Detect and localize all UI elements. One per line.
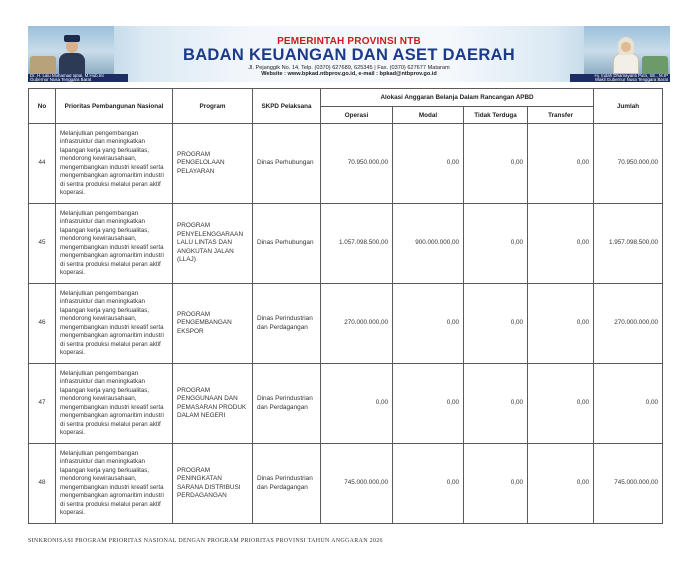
cell-jumlah: 270.000.000,00 <box>594 284 663 364</box>
cell-tidak-terduga: 0,00 <box>464 124 528 204</box>
cell-operasi: 0,00 <box>321 364 393 444</box>
cell-program: PROGRAM PENGEMBANGAN EKSPOR <box>173 284 253 364</box>
table-row <box>29 204 663 284</box>
table-row <box>29 284 663 364</box>
governor-name: Dr. H. Lalu Muhamad Iqbal, M.Hub.Int <box>30 74 104 78</box>
governor-photo <box>28 26 114 82</box>
cell-modal: 0,00 <box>393 364 464 444</box>
cell-modal: 0,00 <box>393 284 464 364</box>
cell-transfer: 0,00 <box>528 204 594 284</box>
cell-skpd: Dinas Perindustrian dan Perdagangan <box>253 444 321 524</box>
header-skpd: SKPD Pelaksana <box>253 89 321 124</box>
cell-operasi: 745.000.000,00 <box>321 444 393 524</box>
cell-no: 45 <box>29 204 56 284</box>
province-name: PEMERINTAH PROVINSI NTB <box>277 36 421 47</box>
cell-prioritas: Melanjutkan pengembangan infrastruktur dan meningkatkan lapangan kerja yang berkualitas, mendorong kewirausahaan, mengembangkan industri kreatif serta mengembangkan agromaritim industri di sentra produksi melalui peran aktif koperasi. <box>56 204 173 284</box>
vice-governor-figure <box>612 34 640 74</box>
cell-no: 48 <box>29 444 56 524</box>
cell-operasi: 70.950.000,00 <box>321 124 393 204</box>
page-footer: SINKRONISASI PROGRAM PRIORITAS NASIONAL DENGAN PROGRAM PRIORITAS PROVINSI TAHUN ANGGARAN 2026 <box>28 538 383 544</box>
vice-governor-name: Hj. Indah Dhamayanti Putri, SE., M.IP <box>594 74 668 78</box>
cell-skpd: Dinas Perindustrian dan Perdagangan <box>253 284 321 364</box>
cell-operasi: 1.057.098.500,00 <box>321 204 393 284</box>
cell-prioritas: Melanjutkan pengembangan infrastruktur dan meningkatkan lapangan kerja yang berkualitas, mendorong kewirausahaan, mengembangkan industri kreatif serta mengembangkan agromaritim industri di sentra produksi melalui peran aktif koperasi. <box>56 124 173 204</box>
cell-skpd: Dinas Perhubungan <box>253 204 321 284</box>
landmark-illustration <box>642 56 668 74</box>
cell-operasi: 270.000.000,00 <box>321 284 393 364</box>
header-operasi: Operasi <box>321 107 393 124</box>
table-row <box>29 364 663 444</box>
agency-heading <box>128 26 570 82</box>
header-no: No <box>29 89 56 124</box>
cell-modal: 0,00 <box>393 124 464 204</box>
header-transfer: Transfer <box>528 107 594 124</box>
header-prioritas: Prioritas Pembangunan Nasional <box>56 89 173 124</box>
cell-tidak-terduga: 0,00 <box>464 284 528 364</box>
header-jumlah: Jumlah <box>594 89 663 124</box>
cell-prioritas: Melanjutkan pengembangan infrastruktur dan meningkatkan lapangan kerja yang berkualitas, mendorong kewirausahaan, mengembangkan industri kreatif serta mengembangkan agromaritim industri di sentra produksi melalui peran aktif koperasi. <box>56 444 173 524</box>
cell-transfer: 0,00 <box>528 284 594 364</box>
budget-table <box>28 88 663 524</box>
governor-figure <box>58 34 86 74</box>
header-tidak-terduga: Tidak Terduga <box>464 107 528 124</box>
header-program: Program <box>173 89 253 124</box>
cell-transfer: 0,00 <box>528 444 594 524</box>
vice-governor-caption <box>570 74 670 82</box>
cell-modal: 0,00 <box>393 444 464 524</box>
landmark-illustration <box>30 56 56 74</box>
governor-title: Gubernur Nusa Tenggara Barat <box>30 77 92 82</box>
cell-tidak-terduga: 0,00 <box>464 204 528 284</box>
table-header-row <box>29 89 663 107</box>
cell-program: PROGRAM PENGELOLAAN PELAYARAN <box>173 124 253 204</box>
cell-modal: 900.000.000,00 <box>393 204 464 284</box>
cell-jumlah: 70.950.000,00 <box>594 124 663 204</box>
table-row <box>29 444 663 524</box>
header-alokasi: Alokasi Anggaran Belanja Dalam Rancangan APBD <box>321 89 594 107</box>
cell-jumlah: 1.957.098.500,00 <box>594 204 663 284</box>
cell-tidak-terduga: 0,00 <box>464 364 528 444</box>
cell-jumlah: 0,00 <box>594 364 663 444</box>
cell-program: PROGRAM PENGGUNAAN DAN PEMASARAN PRODUK DALAM NEGERI <box>173 364 253 444</box>
vice-governor-photo <box>584 26 670 82</box>
cell-prioritas: Melanjutkan pengembangan infrastruktur dan meningkatkan lapangan kerja yang berkualitas, mendorong kewirausahaan, mengembangkan industri kreatif serta mengembangkan agromaritim industri di sentra produksi melalui peran aktif koperasi. <box>56 364 173 444</box>
cell-no: 44 <box>29 124 56 204</box>
cell-skpd: Dinas Perindustrian dan Perdagangan <box>253 364 321 444</box>
cell-no: 46 <box>29 284 56 364</box>
cell-no: 47 <box>29 364 56 444</box>
cell-transfer: 0,00 <box>528 364 594 444</box>
cell-skpd: Dinas Perhubungan <box>253 124 321 204</box>
cell-transfer: 0,00 <box>528 124 594 204</box>
header-modal: Modal <box>393 107 464 124</box>
agency-contact: Website : www.bpkad.ntbprov.go.id, e-mail : bpkad@ntbprov.go.id <box>261 71 437 77</box>
vice-governor-title: Wakil Gubernur Nusa Tenggara Barat <box>595 77 668 82</box>
cell-program: PROGRAM PENINGKATAN SARANA DISTRIBUSI PERDAGANGAN <box>173 444 253 524</box>
table-row <box>29 124 663 204</box>
cell-program: PROGRAM PENYELENGGARAAN LALU LINTAS DAN ANGKUTAN JALAN (LLAJ) <box>173 204 253 284</box>
agency-address: Jl. Pejanggik No. 14, Telp. (0370) 627689, 625345 | Fax. (0370) 627677 Mataram <box>248 65 450 71</box>
header-banner <box>28 26 670 82</box>
cell-prioritas: Melanjutkan pengembangan infrastruktur dan meningkatkan lapangan kerja yang berkualitas, mendorong kewirausahaan, mengembangkan industri kreatif serta mengembangkan agromaritim industri di sentra produksi melalui peran aktif koperasi. <box>56 284 173 364</box>
agency-name: BADAN KEUANGAN DAN ASET DAERAH <box>183 46 515 64</box>
cell-jumlah: 745.000.000,00 <box>594 444 663 524</box>
cell-tidak-terduga: 0,00 <box>464 444 528 524</box>
governor-caption <box>28 74 128 82</box>
